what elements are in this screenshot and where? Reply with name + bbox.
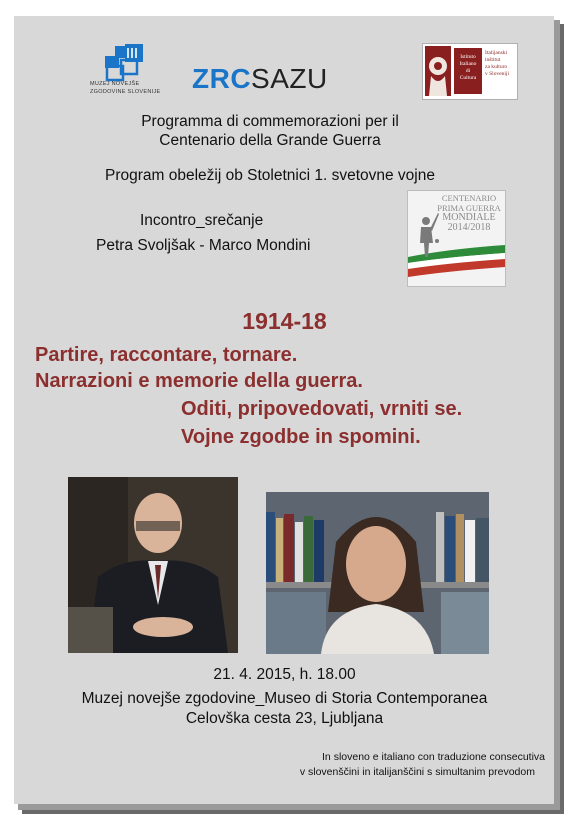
centenary-line: 2014/2018 bbox=[447, 221, 491, 233]
event-address: Celovška cesta 23, Ljubljana bbox=[185, 710, 384, 727]
title-slovene-line2: Vojne zgodbe in spomini. bbox=[181, 426, 421, 448]
title-italian-line2: Narrazioni e memorie della guerra. bbox=[35, 370, 363, 392]
iic-sl-line: inštitut bbox=[485, 57, 501, 63]
slovene-heading: Program obeležij ob Stoletnici 1. svetovne vojne bbox=[105, 167, 435, 184]
centenary-line: MONDIALE bbox=[442, 212, 496, 223]
iic-logo bbox=[422, 43, 518, 100]
speaker-photo-woman bbox=[266, 492, 489, 654]
museum-logo bbox=[105, 44, 145, 82]
italian-heading-line1: Programma di commemorazioni per il bbox=[141, 113, 399, 130]
italian-heading-line2: Centenario della Grande Guerra bbox=[159, 132, 381, 149]
centenary-line: CENTENARIO bbox=[441, 193, 497, 203]
event-datetime: 21. 4. 2015, h. 18.00 bbox=[213, 666, 356, 683]
centenary-logo-text bbox=[434, 194, 504, 232]
museum-caption-line2: ZGODOVINE SLOVENIJE bbox=[90, 89, 161, 95]
centenary-line: PRIMA GUERRA bbox=[437, 202, 501, 213]
event-venue: Muzej novejše zgodovine_Museo di Storia Contemporanea bbox=[81, 690, 488, 707]
iic-emblem-icon bbox=[425, 46, 451, 96]
iic-line: Italiano bbox=[459, 61, 477, 67]
title-years: 1914-18 bbox=[242, 308, 327, 334]
speaker-photo-man bbox=[68, 477, 238, 653]
museum-caption-line1: MUZEJ NOVEJŠE bbox=[90, 81, 140, 87]
iic-slovene-name bbox=[485, 50, 515, 78]
iic-sl-line: Italijanski bbox=[485, 50, 507, 56]
italian-heading bbox=[60, 112, 480, 150]
sazu-logo-part: SAZU bbox=[251, 63, 328, 94]
translation-note-italian: In sloveno e italiano con traduzione consecutiva bbox=[322, 751, 545, 763]
zrc-sazu-logo bbox=[192, 64, 328, 94]
museum-logo-caption bbox=[90, 80, 170, 96]
iic-italian-name bbox=[454, 48, 482, 94]
translation-note-slovene: v slovenščini in italijanščini s simultanim prevodom bbox=[299, 766, 535, 778]
iic-line: di bbox=[465, 68, 471, 74]
title-slovene-line1: Oditi, pripovedovati, vrniti se. bbox=[181, 398, 463, 420]
title-italian-line1: Partire, raccontare, tornare. bbox=[35, 344, 298, 366]
iic-line: Cultura bbox=[459, 75, 477, 81]
centenary-logo bbox=[407, 190, 506, 287]
iic-sl-line: v Sloveniji bbox=[485, 71, 509, 77]
meeting-label: Incontro_srečanje bbox=[140, 212, 264, 229]
speakers: Petra Svoljšak - Marco Mondini bbox=[96, 237, 311, 254]
iic-sl-line: za kulturo bbox=[485, 64, 508, 70]
iic-line: Istituto bbox=[460, 54, 476, 60]
zrc-logo-part: ZRC bbox=[192, 63, 252, 94]
